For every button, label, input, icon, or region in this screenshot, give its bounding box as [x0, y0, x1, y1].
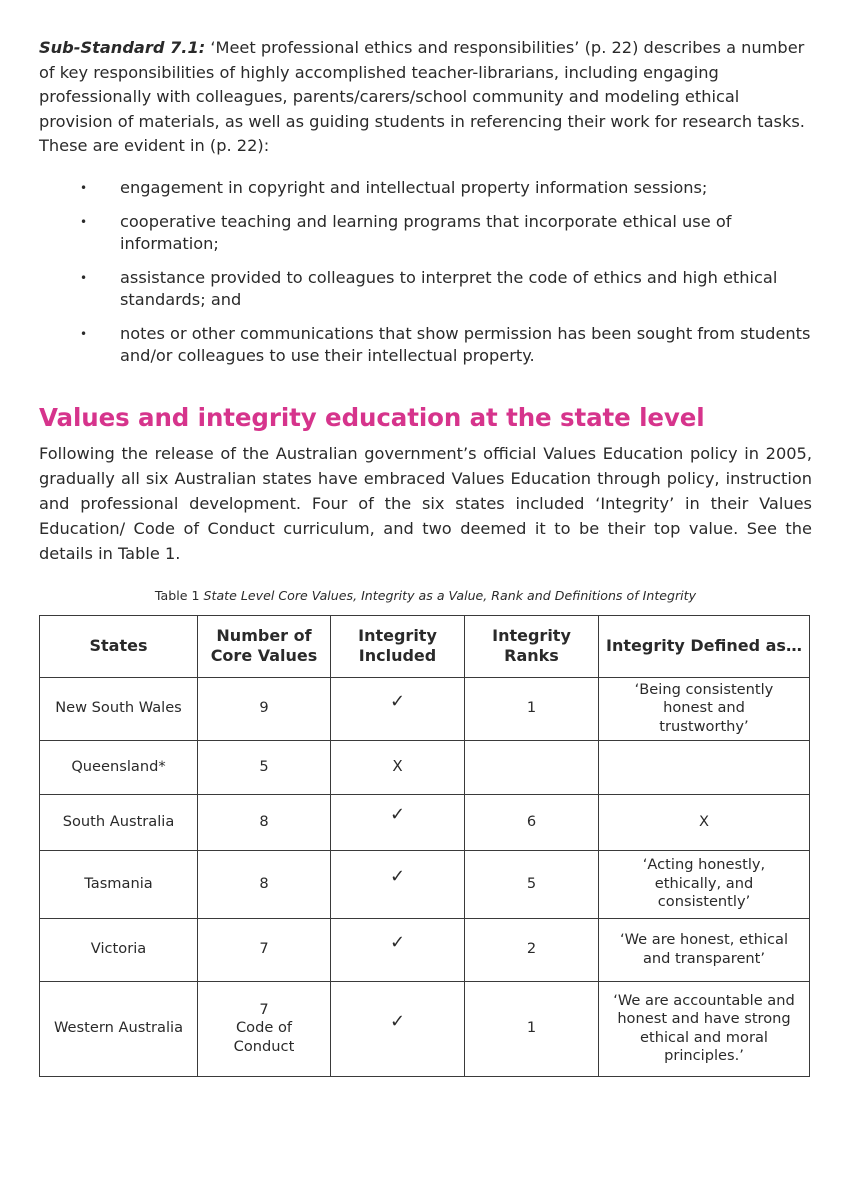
bullet-icon: • — [80, 270, 88, 285]
document-page — [39, 36, 812, 1077]
cell-rank: 5 — [465, 850, 599, 918]
cell-rank: 6 — [465, 794, 599, 850]
cell-included — [331, 794, 465, 850]
list-item: • cooperative teaching and learning programs that incorporate ethical use of information; — [80, 211, 732, 253]
checkmark-icon: ✓ — [389, 931, 406, 953]
cell-definition: ‘Being consistently honest and trustworthy’ — [599, 677, 810, 740]
table-row — [40, 918, 810, 981]
checkmark-icon: ✓ — [389, 1010, 406, 1032]
checkmark-icon: ✓ — [389, 690, 406, 712]
cell-rank: 1 — [465, 677, 599, 740]
table-row — [40, 981, 810, 1076]
table-row — [40, 677, 810, 740]
cell-state: Tasmania — [40, 850, 198, 918]
intro-paragraph — [39, 36, 812, 159]
cell-state: Victoria — [40, 918, 198, 981]
bullet-icon: • — [80, 180, 88, 195]
cell-definition: ‘Acting honestly, ethically, and consistently’ — [599, 850, 810, 918]
cell-state: New South Wales — [40, 677, 198, 740]
section-heading: Values and integrity education at the state level — [39, 402, 705, 432]
cell-included — [331, 981, 465, 1076]
evidence-list — [39, 177, 812, 367]
evident-text: These are evident in (p. 22): — [39, 136, 270, 155]
list-item: • notes or other communications that show permission has been sought from students and/or colleagues to use their intellectual property. — [80, 323, 811, 365]
bullet-icon: • — [80, 214, 88, 229]
cell-core: 8 — [198, 850, 331, 918]
table-row — [40, 740, 810, 794]
section-paragraph: Following the release of the Australian government’s official Values Education policy in 2005, gradually all six Australian states have embraced Values Education through policy, instruction and professional development. Four of the six states included ‘Integrity’ in their Values Education/ Code of Conduct curriculum, and two deemed it to be their top value. See the details in Table 1. — [39, 443, 812, 563]
cell-core: 7 Code of Conduct — [198, 981, 331, 1076]
bullet-icon: • — [80, 326, 88, 341]
cell-included — [331, 918, 465, 981]
cell-rank — [465, 740, 599, 794]
cell-core: 9 — [198, 677, 331, 740]
table-header-row — [40, 615, 810, 677]
cell-state: Western Australia — [40, 981, 198, 1076]
values-table — [39, 615, 810, 1077]
cell-included — [331, 850, 465, 918]
header-core-values: Number of Core Values — [198, 615, 331, 677]
header-integrity-defined: Integrity Defined as… — [599, 615, 810, 677]
cell-definition: ‘We are honest, ethical and transparent’ — [599, 918, 810, 981]
cell-definition: ‘We are accountable and honest and have strong ethical and moral principles.’ — [599, 981, 810, 1076]
caption-label: Table 1 — [154, 587, 200, 603]
caption-text: State Level Core Values, Integrity as a Value, Rank and Definitions of Integrity — [203, 587, 697, 603]
header-states: States — [40, 615, 198, 677]
cell-rank: 1 — [465, 981, 599, 1076]
cross-icon: X — [392, 757, 403, 776]
cell-definition — [599, 740, 810, 794]
cell-core: 5 — [198, 740, 331, 794]
cell-core: 8 — [198, 794, 331, 850]
cell-included — [331, 677, 465, 740]
cell-included — [331, 740, 465, 794]
header-integrity-ranks: Integrity Ranks — [465, 615, 599, 677]
cell-core: 7 — [198, 918, 331, 981]
cell-definition: X — [599, 794, 810, 850]
checkmark-icon: ✓ — [389, 866, 406, 888]
table-row — [40, 850, 810, 918]
table-caption — [39, 588, 812, 604]
cell-state: South Australia — [40, 794, 198, 850]
checkmark-icon: ✓ — [389, 804, 406, 826]
list-item: • engagement in copyright and intellectual property information sessions; — [80, 177, 708, 197]
header-integrity-included: Integrity Included — [331, 615, 465, 677]
substandard-label: Sub-Standard 7.1: — [39, 38, 206, 57]
cell-rank: 2 — [465, 918, 599, 981]
substandard-text: ‘Meet professional ethics and responsibilities’ (p. 22) describes a number of key responsibilities of highly accomplished teacher-librarians, including engaging professionally with colleagues, parents/carers/school community and modeling ethical provision of materials, as well as guiding students in referencing their work for research tasks. — [39, 38, 805, 131]
list-item: • assistance provided to colleagues to interpret the code of ethics and high ethical standards; and — [80, 267, 778, 309]
cell-state: Queensland* — [40, 740, 198, 794]
table-row — [40, 794, 810, 850]
